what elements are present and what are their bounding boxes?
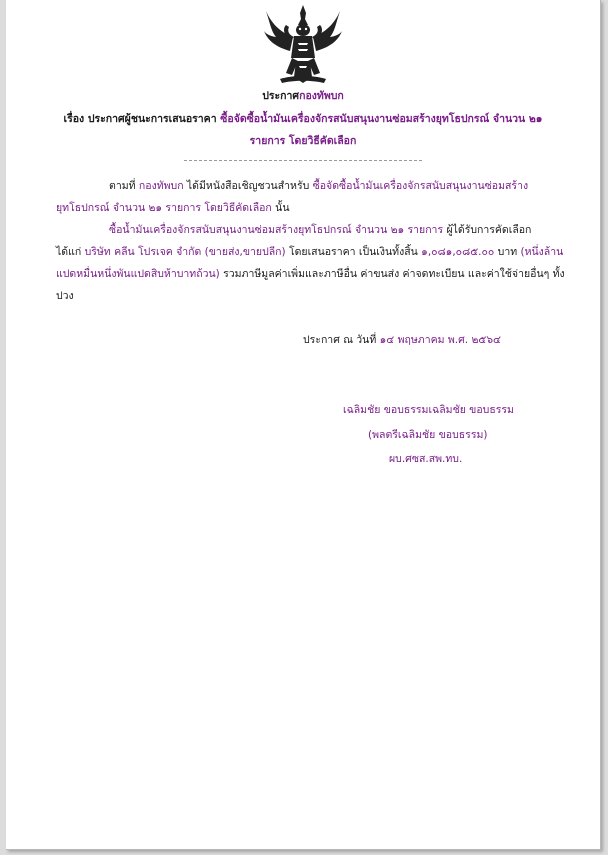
- text-segment: บาท: [497, 246, 518, 258]
- price-amount: ๑,๐๘๑,๐๘๕.๐๐: [421, 246, 495, 258]
- subject-line-1: [6, 112, 600, 126]
- text-segment: ผู้ได้รับการคัดเลือก: [446, 224, 532, 236]
- text-segment: รวมภาษีมูลค่าเพิ่มและภาษีอื่น ค่าขนส่ง ค่าจดทะเบียน และค่าใช้จ่ายอื่นๆ ทั้ง: [223, 268, 565, 280]
- announcement-date-line: [303, 333, 501, 347]
- document-page: [6, 0, 601, 850]
- subject-topic: ซื้อจัดซื้อน้ำมันเครื่องจักรสนับสนุนงานซ่อมสร้างยุทโธปกรณ์ จำนวน ๒๑: [220, 113, 543, 125]
- paragraph-1-line-2: [56, 201, 290, 215]
- garuda-emblem-icon: [262, 3, 344, 89]
- announcement-date: ๑๔ พฤษภาคม พ.ศ. ๒๕๖๔: [379, 334, 501, 346]
- divider-line: [184, 160, 422, 161]
- paragraph-2-line-4: ปวง: [56, 290, 74, 302]
- paragraph-2-line-1: [109, 223, 531, 237]
- signatory-position: ผบ.ศซส.สพ.ทบ.: [389, 453, 463, 465]
- paragraph-2-line-2: [56, 245, 563, 259]
- subject-prefix: เรื่อง ประกาศผู้ชนะการเสนอราคา: [63, 113, 217, 125]
- signatory-rank-name: (พลตรีเฉลิมชัย ขอบธรรม): [368, 429, 488, 441]
- price-in-words-cont: แปดหมื่นหนึ่งพันแปดสิบห้าบาทถ้วน): [56, 268, 220, 280]
- text-segment: ได้แก่: [56, 246, 82, 258]
- announcement-title: [6, 89, 600, 103]
- signature-name: เฉลิมชัย ขอบธรรมเฉลิมชัย ขอบธรรม: [343, 404, 514, 416]
- procurement-title: ซื้อจัดซื้อน้ำมันเครื่องจักรสนับสนุนงานซ่อมสร้าง: [312, 180, 529, 192]
- paragraph-1-line-1: [109, 179, 528, 193]
- text-segment: ได้มีหนังสือเชิญชวนสำหรับ: [186, 180, 310, 192]
- paragraph-2-line-3: [56, 267, 565, 281]
- procurement-title-cont: ยุทโธปกรณ์ จำนวน ๒๑ รายการ โดยวิธีคัดเลือก: [56, 202, 272, 214]
- winner-company: บริษัท คลีน โปรเจค จำกัด (ขายส่ง,ขายปลีก): [84, 246, 286, 258]
- organization-name-inline: กองทัพบก: [138, 180, 184, 192]
- subject-line-2: รายการ โดยวิธีคัดเลือก: [249, 135, 357, 147]
- procurement-item: ซื้อน้ำมันเครื่องจักรสนับสนุนงานซ่อมสร้างยุทโธปกรณ์ จำนวน ๒๑ รายการ: [109, 224, 444, 236]
- organization-name: กองทัพบก: [299, 90, 344, 102]
- text-segment: ตามที่: [109, 180, 136, 192]
- title-prefix: ประกาศ: [262, 90, 300, 102]
- price-in-words: (หนึ่งล้าน: [520, 246, 564, 258]
- text-segment: โดยเสนอราคา เป็นเงินทั้งสิ้น: [288, 246, 418, 258]
- text-segment: นั้น: [275, 202, 290, 214]
- date-label: ประกาศ ณ วันที่: [303, 334, 377, 346]
